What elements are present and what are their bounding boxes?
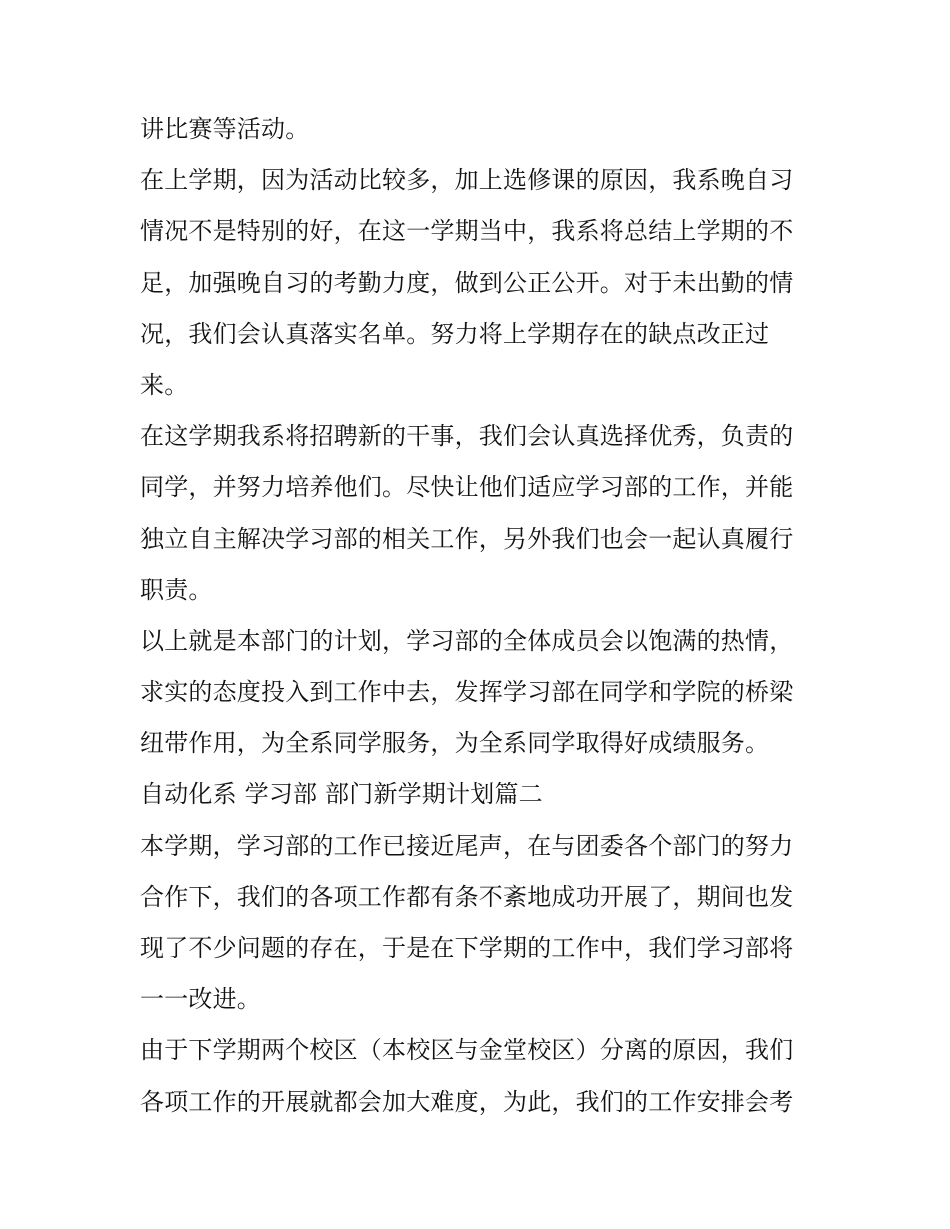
text-line: 况，我们会认真落实名单。努力将上学期存在的缺点改正过 <box>140 319 770 348</box>
text-line: 讲比赛等活动。 <box>140 115 310 143</box>
text-line: 在这学期我系将招聘新的干事，我们会认真选择优秀，负责的 <box>140 422 794 451</box>
text-line: 来。 <box>140 370 189 399</box>
text-line: 同学，并努力培养他们。尽快让他们适应学习部的工作，并能 <box>140 473 794 502</box>
section-heading: 自动化系 学习部 部门新学期计划篇二 <box>140 780 543 809</box>
text-line: 在上学期，因为活动比较多，加上选修课的原因，我系晚自习 <box>140 166 794 195</box>
text-line: 现了不少问题的存在，于是在下学期的工作中，我们学习部将 <box>140 934 794 962</box>
text-line: 足，加强晚自习的考勤力度，做到公正公开。对于未出勤的情 <box>140 268 794 297</box>
text-line: 本学期，学习部的工作已接近尾声，在与团委各个部门的努力 <box>140 831 794 860</box>
text-line: 情况不是特别的好，在这一学期当中，我系将总结上学期的不 <box>140 217 794 246</box>
text-line: 求实的态度投入到工作中去，发挥学习部在同学和学院的桥梁 <box>140 678 794 707</box>
text-line: 各项工作的开展就都会加大难度，为此，我们的工作安排会考 <box>140 1087 794 1116</box>
text-line: 由于下学期两个校区（本校区与金堂校区）分离的原因，我们 <box>140 1036 794 1065</box>
text-line: 职责。 <box>140 575 213 604</box>
text-line: 以上就是本部门的计划，学习部的全体成员会以饱满的热情， <box>140 626 794 655</box>
text-line: 纽带作用，为全系同学服务，为全系同学取得好成绩服务。 <box>140 729 770 758</box>
text-line: 一一改进。 <box>140 985 261 1014</box>
document-body <box>140 104 820 1128</box>
text-line: 合作下，我们的各项工作都有条不紊地成功开展了，期间也发 <box>140 882 794 911</box>
text-line: 独立自主解决学习部的相关工作，另外我们也会一起认真履行 <box>140 524 794 553</box>
